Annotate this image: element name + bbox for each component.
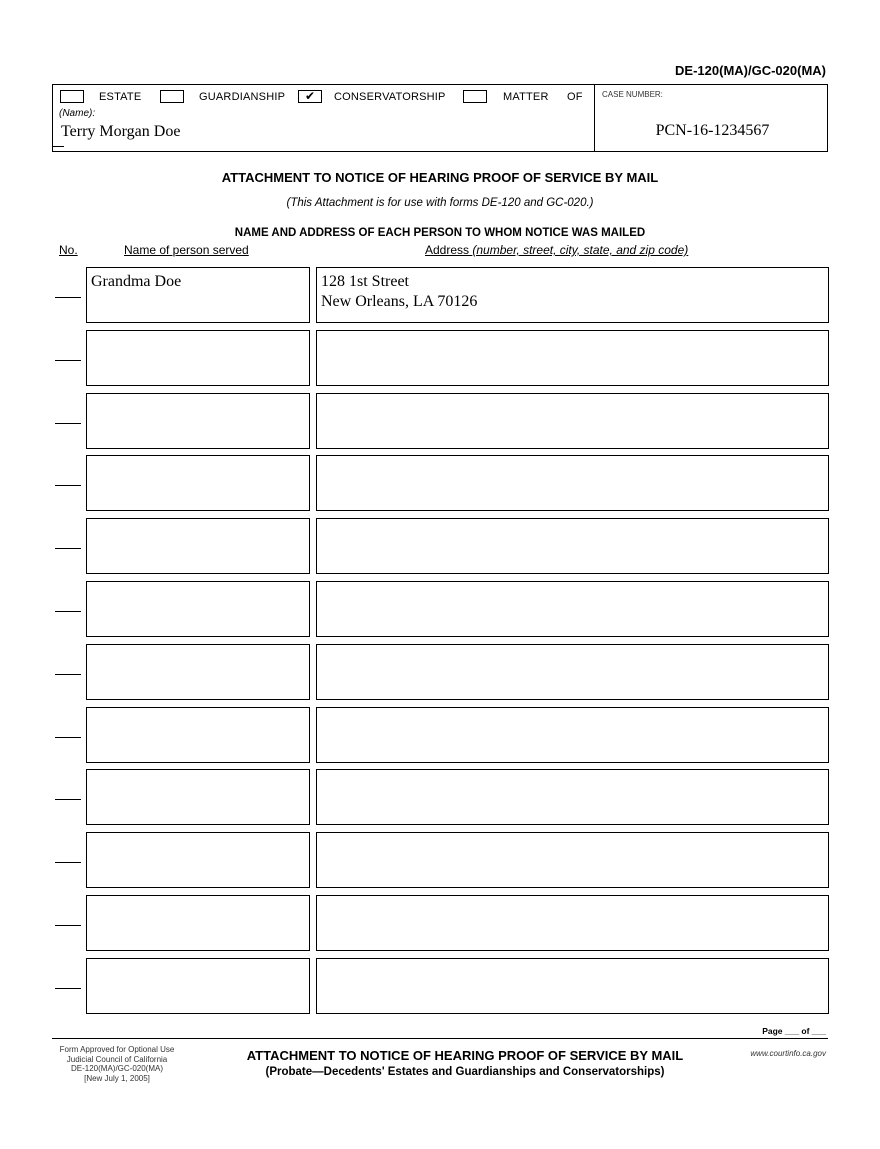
row-number-line[interactable] [55, 611, 81, 612]
name-tag: (Name): [59, 108, 96, 119]
address-column-header [425, 243, 688, 257]
name-field[interactable]: Terry Morgan Doe [61, 123, 181, 140]
person-address-field[interactable] [316, 267, 829, 323]
case-number-label: CASE NUMBER: [602, 90, 663, 99]
address-column-hint: (number, street, city, state, and zip code) [472, 243, 689, 257]
page-of-label: Page ___ of ___ [762, 1026, 826, 1036]
footer-url[interactable]: www.courtinfo.ca.gov [750, 1049, 826, 1058]
person-name-field[interactable] [86, 958, 310, 1014]
row-number-line[interactable] [55, 548, 81, 549]
estate-label: ESTATE [99, 91, 142, 103]
estate-checkbox[interactable] [60, 90, 84, 103]
case-number-field[interactable]: PCN-16-1234567 [655, 122, 770, 139]
matter-label: MATTER [503, 91, 549, 103]
row-number-line[interactable] [55, 360, 81, 361]
person-address-field[interactable] [316, 958, 829, 1014]
address-line-1: 128 1st Street [321, 273, 409, 290]
name-column-header: Name of person served [124, 243, 249, 257]
column-heading: NAME AND ADDRESS OF EACH PERSON TO WHOM NOTICE WAS MAILED [234, 227, 646, 239]
name-mark [52, 146, 64, 147]
row-number-line[interactable] [55, 297, 81, 298]
person-name-field[interactable] [86, 581, 310, 637]
person-name-field[interactable]: Grandma Doe [86, 267, 310, 323]
person-name-field[interactable] [86, 518, 310, 574]
conservatorship-checkbox[interactable]: ✔ [298, 90, 322, 103]
person-name-field[interactable] [86, 769, 310, 825]
page-title: ATTACHMENT TO NOTICE OF HEARING PROOF OF SERVICE BY MAIL [221, 170, 659, 185]
footer-rule [52, 1038, 828, 1039]
footer-subtitle: (Probate—Decedents' Estates and Guardianships and Conservatorships) [265, 1066, 665, 1078]
person-name-field[interactable] [86, 455, 310, 511]
footer-title: ATTACHMENT TO NOTICE OF HEARING PROOF OF SERVICE BY MAIL [246, 1048, 684, 1063]
row-number-line[interactable] [55, 485, 81, 486]
guardianship-label: GUARDIANSHIP [199, 91, 286, 103]
address-column-label: Address [425, 243, 470, 257]
person-address-field[interactable] [316, 518, 829, 574]
row-number-line[interactable] [55, 737, 81, 738]
row-number-line[interactable] [55, 988, 81, 989]
form-approval-note [52, 1045, 182, 1083]
row-number-line[interactable] [55, 862, 81, 863]
person-address-field[interactable] [316, 895, 829, 951]
person-address-field[interactable] [316, 769, 829, 825]
approval-line-1: Form Approved for Optional Use [59, 1045, 175, 1054]
person-address-field[interactable] [316, 455, 829, 511]
person-address-field[interactable] [316, 644, 829, 700]
of-label: OF [567, 91, 583, 103]
caption-divider [594, 84, 595, 152]
no-column-header: No. [59, 243, 78, 257]
page-subtitle: (This Attachment is for use with forms DE-120 and GC-020.) [286, 197, 594, 209]
person-name-field[interactable] [86, 707, 310, 763]
person-address-field[interactable] [316, 707, 829, 763]
person-address-field[interactable] [316, 581, 829, 637]
person-name-field[interactable] [86, 832, 310, 888]
form-number: DE-120(MA)/GC-020(MA) [675, 63, 826, 78]
person-address-field[interactable] [316, 330, 829, 386]
approval-line-4: [New July 1, 2005] [84, 1073, 150, 1083]
matter-checkbox[interactable] [463, 90, 487, 103]
person-address-field[interactable] [316, 832, 829, 888]
row-number-line[interactable] [55, 674, 81, 675]
address-line-2: New Orleans, LA 70126 [321, 293, 478, 310]
row-number-line[interactable] [55, 925, 81, 926]
person-name-field[interactable] [86, 330, 310, 386]
approval-line-3: DE-120(MA)/GC-020(MA) [70, 1064, 163, 1073]
guardianship-checkbox[interactable] [160, 90, 184, 103]
approval-line-2: Judicial Council of California [66, 1054, 168, 1064]
person-address-field[interactable] [316, 393, 829, 449]
conservatorship-label: CONSERVATORSHIP [334, 91, 446, 103]
row-number-line[interactable] [55, 799, 81, 800]
row-number-line[interactable] [55, 423, 81, 424]
person-name-field[interactable] [86, 393, 310, 449]
person-name-field[interactable] [86, 895, 310, 951]
person-name-field[interactable] [86, 644, 310, 700]
